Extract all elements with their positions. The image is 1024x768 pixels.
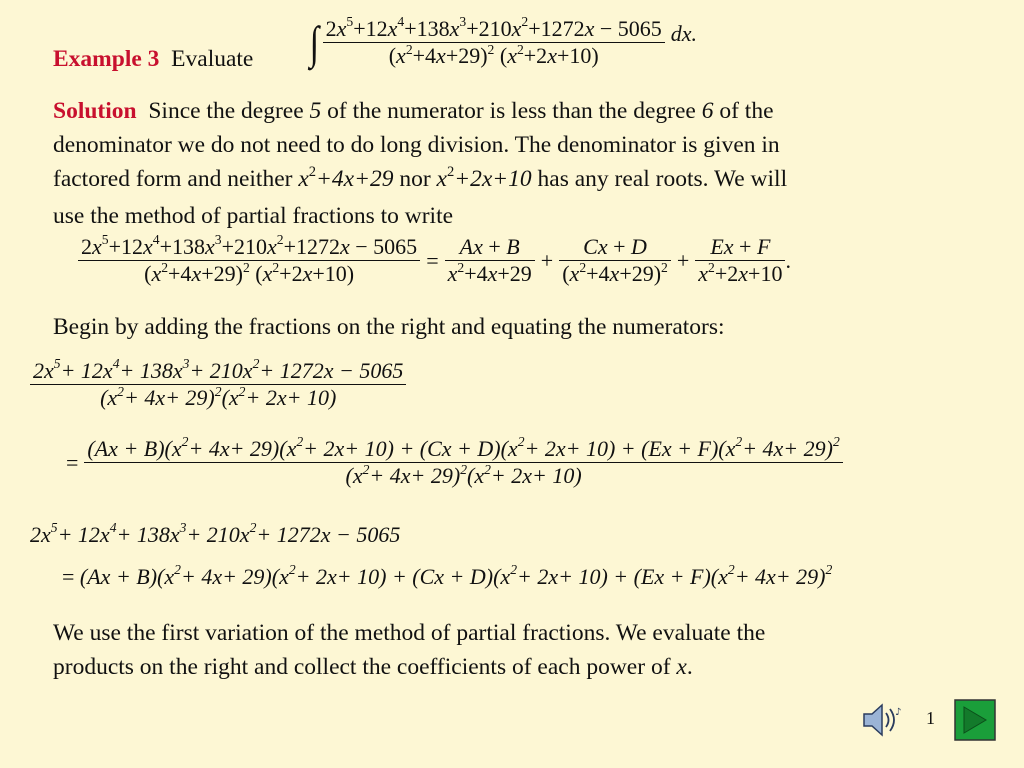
integral-expression	[308, 16, 697, 69]
play-button[interactable]	[954, 699, 996, 741]
integral-sign: ∫	[309, 16, 320, 68]
closing-period: .	[686, 654, 693, 680]
closing-line-1: We use the first variation of the method of partial fractions. We evaluate the	[53, 620, 766, 646]
term-ab: $\frac{Ax + B}{x^2+4x+29}$	[445, 234, 535, 287]
solution-line-3b: has any real roots. We will	[531, 166, 788, 192]
closing-line-2: products on the right and collect the coefficients of each power of	[53, 654, 677, 680]
lhs-fraction: $\frac{2x^5+12x^4+138x^3+210x^2+1272x - 5065}{(x^2+4x+29)^2 (x^2+2x+10)}$	[78, 234, 420, 287]
combined-rhs: = $(Ax + B)(x^2+ 4x+ 29)(x^2+ 2x+ 10) + (Cx + D)(x^2+ 2x+ 10) + (Ex + F)(x^2+ 4x+ 29)^2$ $(x^2+ 4x+ 29)^2(x^2+ 2x+ 10)$	[60, 436, 843, 489]
solution-line-2: denominator we do not need to do long division. The denominator is given in	[53, 132, 780, 158]
solution-paragraph: Solution Since the degree 5 of the numerator is less than the degree 6 of the denominator we do not need to do long division. The denominator is given in factored form and neither $x^2+4x+29$ nor $x^2+2x+10$ has any real roots. We will use the method of partial fractions to write	[53, 94, 983, 233]
closing-variable: x	[676, 654, 687, 680]
solution-nor: nor	[393, 166, 437, 192]
svg-text:♪: ♪	[895, 707, 902, 718]
combined-lhs: $\frac{2x^5+ 12x^4+ 138x^3+ 210x^2+ 1272x - 5065}{(x^2+ 4x+ 29)^2(x^2+ 2x+ 10)}$	[30, 358, 406, 411]
solution-line-4: use the method of partial fractions to write	[53, 203, 454, 229]
numerator-rhs: = $(Ax + B)(x^2+ 4x+ 29)(x^2+ 2x+ 10) + (Cx + D)(x^2+ 2x+ 10) + (Ex + F)(x^2+ 4x+ 29)^2$	[62, 562, 833, 589]
play-icon	[954, 699, 996, 741]
solution-line-3a: factored form and neither	[53, 166, 299, 192]
numerator-lhs: $2x^5+ 12x^4+ 138x^3+ 210x^2+ 1272x - 5065$	[30, 520, 401, 547]
solution-text-3: of the	[713, 98, 774, 124]
speaker-icon[interactable]	[858, 700, 904, 740]
decomposition-equation: $\frac{2x^5+12x^4+138x^3+210x^2+1272x - 5065}{(x^2+4x+29)^2 (x^2+2x+10)}$ = $\frac{Ax + B}{x^2+4x+29}$ + $\frac{Cx + D}{(x^2+4x+29)^2}$ + $\frac{Ex + F}{x^2+2x+10}$ .	[78, 234, 791, 287]
integrand-fraction: $\frac{2x^5+12x^4+138x^3+210x^2+1272x - 5065}{(x^2+4x+29)^2 (x^2+2x+10)}$	[323, 16, 665, 69]
example-label: Example 3	[53, 46, 160, 72]
begin-paragraph: Begin by adding the fractions on the right and equating the numerators:	[53, 314, 725, 340]
differential: dx.	[670, 20, 698, 46]
term-cd: $\frac{Cx + D}{(x^2+4x+29)^2}$	[559, 234, 671, 287]
closing-paragraph	[53, 616, 983, 684]
degree-denominator: 6	[701, 98, 714, 124]
term-ef: $\frac{Ex + F}{x^2+2x+10}$	[695, 234, 785, 287]
example-line	[53, 42, 253, 76]
solution-text-1: Since the degree	[148, 98, 310, 124]
solution-text-2: of the numerator is less than the degree	[321, 98, 702, 124]
solution-label: Solution	[53, 98, 137, 124]
page-number: 1	[926, 708, 935, 728]
example-verb: Evaluate	[171, 46, 254, 72]
degree-numerator: 5	[309, 98, 322, 124]
